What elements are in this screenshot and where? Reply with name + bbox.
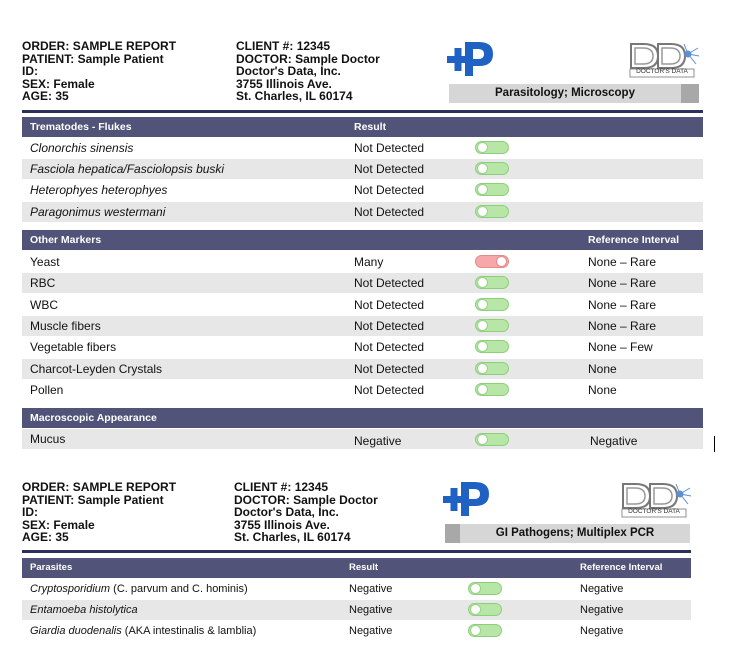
- section-header-other-markers: [22, 230, 703, 250]
- analyte-name: Fasciola hepatica/Fasciolopsis buski: [30, 162, 225, 176]
- table-row: [22, 295, 703, 315]
- analyte-name: Clonorchis sinensis: [30, 141, 134, 155]
- client-value: 12345: [294, 480, 329, 494]
- reference-column-header: Reference Interval: [588, 234, 680, 246]
- sex-value: Female: [53, 517, 95, 532]
- text-cursor: [714, 436, 715, 452]
- table-row: [22, 359, 703, 379]
- age-label: AGE:: [22, 530, 52, 544]
- reference-value: None: [588, 362, 617, 376]
- status-indicator-icon: [475, 141, 509, 154]
- test-bar-tab: [445, 524, 460, 543]
- test-name: GI Pathogens; Multiplex PCR: [495, 527, 655, 539]
- sex-value: Female: [53, 76, 95, 91]
- sex-label: SEX:: [22, 76, 51, 91]
- plus-p-logo-icon: [443, 480, 493, 518]
- result-column-header: Result: [354, 121, 387, 133]
- result-value: Not Detected: [354, 183, 425, 197]
- lab-city: St. Charles, IL 60174: [234, 530, 351, 544]
- status-indicator-icon: [475, 183, 509, 196]
- id-label: ID:: [22, 64, 38, 78]
- client-label: CLIENT #:: [234, 480, 292, 494]
- reference-value: None – Rare: [588, 255, 657, 269]
- table-row: [22, 159, 703, 179]
- section-header-trematodes: [22, 117, 703, 137]
- lab-name: Doctor's Data, Inc.: [234, 505, 339, 519]
- analyte-name: Paragonimus westermani: [30, 205, 166, 219]
- section-header-macroscopic: [22, 408, 703, 428]
- table-row: [22, 380, 703, 400]
- result-value: Negative: [349, 583, 393, 595]
- id-label: ID:: [22, 505, 38, 519]
- table-row: [22, 337, 703, 357]
- analyte-name: Muscle fibers: [30, 319, 101, 333]
- organism-note: (C. parvum and C. hominis): [110, 583, 248, 595]
- lab-name: Doctor's Data, Inc.: [236, 64, 341, 78]
- patient-label: PATIENT:: [22, 492, 75, 507]
- result-value: Not Detected: [354, 298, 425, 312]
- result-value: Not Detected: [354, 340, 425, 354]
- reference-column-header: Reference Interval: [580, 562, 663, 573]
- sex-label: SEX:: [22, 517, 51, 532]
- table-row: [22, 273, 703, 293]
- analyte-name: Heterophyes heterophyes: [30, 183, 168, 197]
- table-row: [22, 202, 703, 222]
- status-indicator-icon: [475, 340, 509, 353]
- status-indicator-icon: [475, 276, 509, 289]
- reference-value: Negative: [580, 604, 624, 616]
- status-indicator-icon: [468, 624, 502, 637]
- patient-label: PATIENT:: [22, 51, 75, 66]
- table-row: [22, 621, 691, 641]
- analyte-name: RBC: [30, 276, 56, 290]
- result-value: Not Detected: [354, 205, 425, 219]
- organism-name: Cryptosporidium: [30, 583, 111, 595]
- age-value: 35: [55, 530, 69, 544]
- section-header-parasites: [22, 558, 691, 578]
- lab-street: 3755 Illinois Ave.: [234, 517, 330, 532]
- doctor-label: DOCTOR:: [234, 492, 290, 507]
- organism-name: Entamoeba histolytica: [30, 604, 138, 616]
- result-value: Not Detected: [354, 141, 425, 155]
- status-indicator-icon: [475, 433, 509, 446]
- table-row: [22, 138, 703, 158]
- status-indicator-icon: [468, 582, 502, 595]
- table-row: [22, 579, 691, 599]
- patient-info: [22, 40, 176, 103]
- test-name-bar: [445, 524, 690, 543]
- status-indicator-icon: [475, 162, 509, 175]
- doctor-label: DOCTOR:: [236, 51, 292, 66]
- client-value: 12345: [296, 39, 331, 53]
- client-label: CLIENT #:: [236, 39, 294, 53]
- analyte-name: [30, 621, 256, 641]
- table-row: [22, 180, 703, 200]
- analyte-name: Charcot-Leyden Crystals: [30, 362, 163, 376]
- patient-value: Sample Patient: [77, 492, 164, 507]
- section-title: Parasites: [30, 562, 73, 573]
- organism-name: Giardia duodenalis: [30, 625, 122, 637]
- table-row: [22, 600, 691, 620]
- analyte-name: Yeast: [30, 255, 60, 269]
- result-value: Not Detected: [354, 276, 425, 290]
- analyte-name: [30, 600, 138, 620]
- reference-value: None – Rare: [588, 276, 657, 290]
- analyte-name: [30, 579, 248, 599]
- reference-value: Negative: [590, 434, 638, 448]
- result-value: Many: [354, 255, 384, 269]
- doctor-value: Sample Doctor: [293, 492, 378, 507]
- logo-wordmark: DOCTOR'S DATA: [628, 508, 680, 515]
- organism-note: (AKA intestinalis & lamblia): [121, 625, 257, 637]
- status-indicator-icon: [475, 255, 509, 268]
- analyte-name: WBC: [30, 298, 58, 312]
- status-indicator-icon: [475, 205, 509, 218]
- logo-wordmark: DOCTOR'S DATA: [636, 68, 688, 75]
- status-indicator-icon: [475, 362, 509, 375]
- section-title: Macroscopic Appearance: [30, 412, 157, 424]
- test-name: Parasitology; Microscopy: [495, 87, 635, 99]
- reference-value: Negative: [580, 625, 624, 637]
- section-title: Trematodes - Flukes: [30, 121, 132, 133]
- order-value: SAMPLE REPORT: [72, 480, 177, 494]
- age-value: 35: [55, 89, 69, 103]
- test-name-bar: [449, 84, 699, 103]
- reference-value: None: [588, 383, 617, 397]
- analyte-name: Vegetable fibers: [30, 340, 117, 354]
- analyte-name: Pollen: [30, 383, 64, 397]
- header-rule: [22, 550, 691, 553]
- section-title: Other Markers: [30, 234, 102, 246]
- test-bar-tab: [681, 84, 699, 103]
- status-indicator-icon: [468, 603, 502, 616]
- status-indicator-icon: [475, 319, 509, 332]
- patient-info-2: [22, 481, 176, 544]
- client-info: [236, 40, 380, 103]
- reference-value: None – Few: [588, 340, 653, 354]
- order-label: ORDER:: [22, 39, 70, 53]
- lab-city: St. Charles, IL 60174: [236, 89, 353, 103]
- age-label: AGE:: [22, 89, 52, 103]
- table-row: [22, 429, 703, 449]
- result-value: Not Detected: [354, 362, 425, 376]
- doctor-value: Sample Doctor: [295, 51, 380, 66]
- status-indicator-icon: [475, 298, 509, 311]
- lab-street: 3755 Illinois Ave.: [236, 76, 332, 91]
- status-indicator-icon: [475, 383, 509, 396]
- result-column-header: Result: [349, 562, 379, 573]
- header-rule: [22, 110, 703, 113]
- result-value: Not Detected: [354, 162, 425, 176]
- table-row: [22, 252, 703, 272]
- result-value: Not Detected: [354, 383, 425, 397]
- result-value: Negative: [349, 625, 393, 637]
- result-value: Negative: [349, 604, 393, 616]
- patient-value: Sample Patient: [77, 51, 164, 66]
- client-info-2: [234, 481, 378, 544]
- plus-p-logo-icon: [447, 40, 497, 78]
- result-value: Not Detected: [354, 319, 425, 333]
- result-value: Negative: [354, 434, 402, 448]
- analyte-name: Mucus: [30, 432, 66, 446]
- table-row: [22, 316, 703, 336]
- order-value: SAMPLE REPORT: [72, 39, 177, 53]
- reference-value: None – Rare: [588, 319, 657, 333]
- reference-value: None – Rare: [588, 298, 657, 312]
- reference-value: Negative: [580, 583, 624, 595]
- order-label: ORDER:: [22, 480, 70, 494]
